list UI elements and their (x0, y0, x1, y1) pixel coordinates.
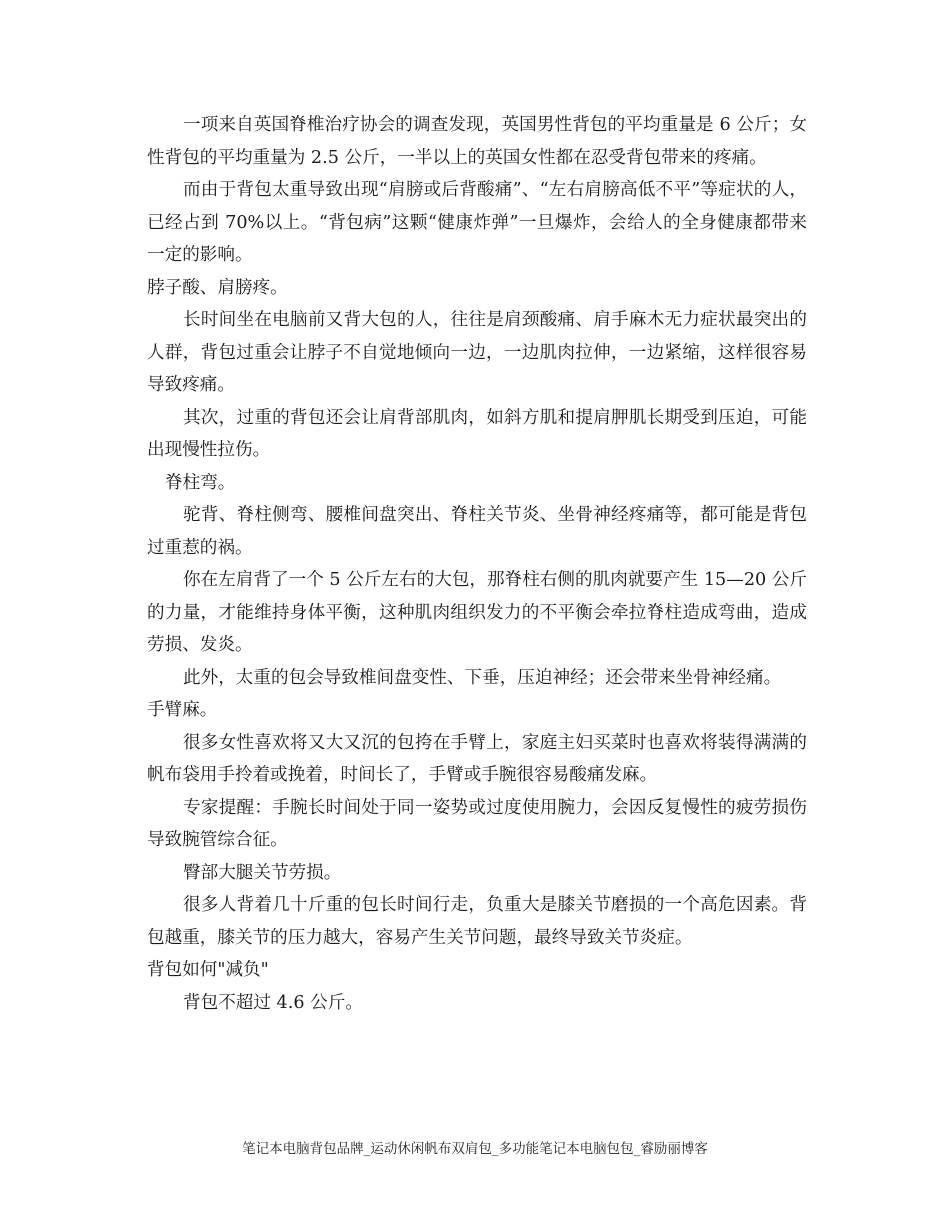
paragraph-knee: 很多人背着几十斤重的包长时间行走，负重大是膝关节磨损的一个高危因素。背包越重，膝关节的压力越大，容易产生关节问题，最终导致关节炎症。 (147, 895, 807, 948)
paragraph-disc: 此外，太重的包会导致椎间盘变性、下垂，压迫神经；还会带来坐骨神经痛。 (183, 667, 782, 688)
paragraph-arm-bag: 很多女性喜欢将又大又沉的包挎在手臂上，家庭主妇买菜时也喜欢将装得满满的帆布袋用手拎着或挽着，时间长了，手臂或手腕很容易酸痛发麻。 (147, 732, 807, 785)
paragraph-computer-users: 长时间坐在电脑前又背大包的人，往往是肩颈酸痛、肩手麻木无力症状最突出的人群，背包过重会让脖子不自觉地倾向一边，一边肌肉拉伸，一边紧缩，这样很容易导致疼痛。 (147, 310, 807, 395)
paragraph-muscle-strain: 其次，过重的背包还会让肩背部肌肉，如斜方肌和提肩胛肌长期受到压迫，可能出现慢性拉伤。 (147, 407, 807, 460)
paragraph-spine-problems: 驼背、脊柱侧弯、腰椎间盘突出、脊柱关节炎、坐骨神经疼痛等，都可能是背包过重惹的祸。 (147, 505, 807, 558)
article-body (147, 109, 807, 1019)
paragraph-survey: 一项来自英国脊椎治疗协会的调查发现，英国男性背包的平均重量是 6 公斤；女性背包的平均重量为 2.5 公斤，一半以上的英国女性都在忍受背包带来的疼痛。 (147, 115, 807, 168)
paragraph-spine-balance: 你在左肩背了一个 5 公斤左右的大包，那脊柱右侧的肌肉就要产生 15—20 公斤的力量，才能维持身体平衡，这种肌肉组织发力的不平衡会牵拉脊柱造成弯曲，造成劳损、发炎。 (147, 570, 807, 655)
page-footer: 笔记本电脑背包品牌_运动休闲帆布双肩包_多功能笔记本电脑包包_睿励丽博客 (242, 1141, 708, 1157)
heading-lighten-load: 背包如何"减负" (147, 960, 269, 980)
paragraph-symptoms: 而由于背包太重导致出现“肩膀或后背酸痛”、“左右肩膀高低不平”等症状的人，已经占到 70%以上。“背包病”这颗“健康炸弹”一旦爆炸，会给人的全身健康都带来一定的影响。 (147, 180, 807, 265)
paragraph-expert-tip: 专家提醒：手腕长时间处于同一姿势或过度使用腕力，会因反复慢性的疲劳损伤导致腕管综合征。 (147, 797, 807, 850)
heading-spine: 脊柱弯。 (165, 472, 236, 493)
heading-neck-shoulder: 脖子酸、肩膀疼。 (147, 277, 288, 298)
heading-hip-joint: 臀部大腿关节劳损。 (183, 862, 342, 883)
heading-arm-numb: 手臂麻。 (147, 700, 218, 720)
paragraph-weight-limit: 背包不超过 4.6 公斤。 (183, 992, 363, 1013)
